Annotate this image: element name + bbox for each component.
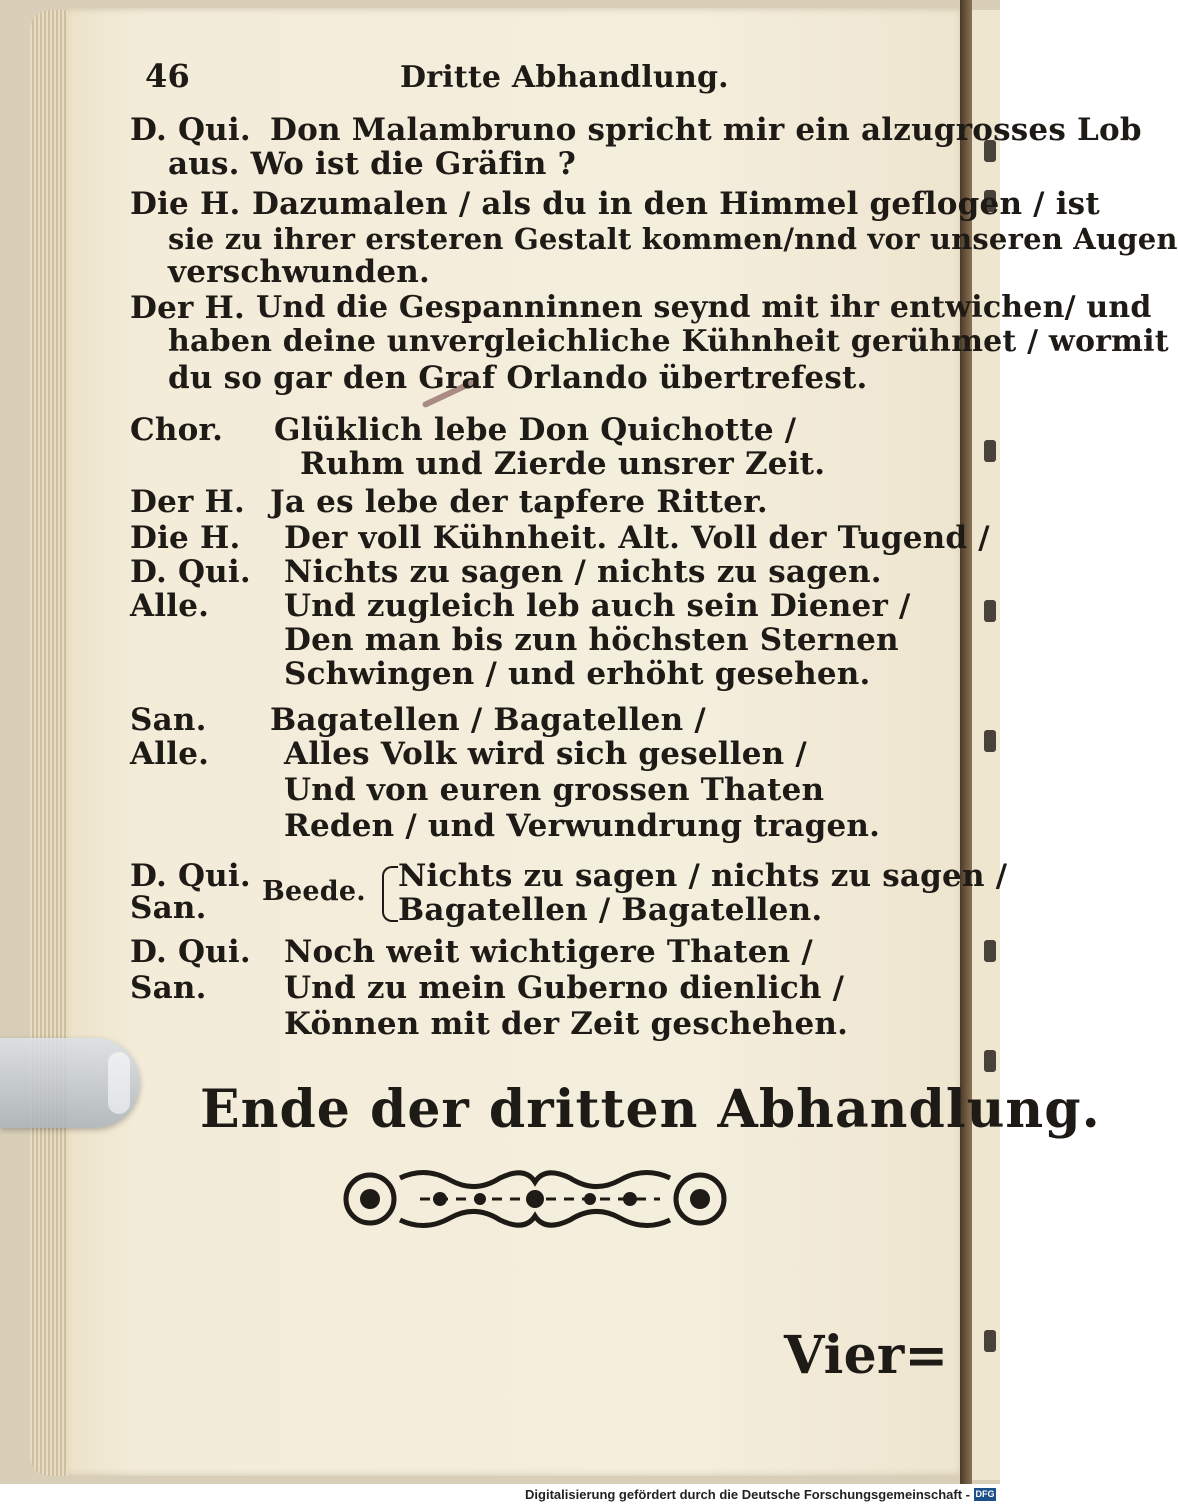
speaker-label: Der H. <box>130 484 246 520</box>
speaker-label: San. <box>130 970 207 1006</box>
speaker-label: San. <box>130 890 207 926</box>
speaker-label: D. Qui. <box>130 112 251 148</box>
speaker-label: Die H. <box>130 186 241 222</box>
verse-line: Schwingen / und erhöht gesehen. <box>284 656 871 692</box>
verse-line: Und zu mein Guberno dienlich / <box>284 970 845 1006</box>
verse-line: Ja es lebe der tapfere Ritter. <box>270 484 768 520</box>
verse-line: Und zugleich leb auch sein Diener / <box>284 588 911 624</box>
verse-line: du so gar den Graf Orlando übertrefest. <box>168 360 868 396</box>
verse-line: Reden / und Verwundrung tragen. <box>284 808 881 844</box>
speaker-label: D. Qui. <box>130 934 251 970</box>
verse-line: Der voll Kühnheit. Alt. Voll der Tugend / <box>284 520 990 556</box>
verse-line: Dazumalen / als du in den Himmel geflogen / ist <box>252 186 1100 222</box>
speaker-label: Der H. <box>130 290 246 326</box>
verse-line: verschwunden. <box>168 254 431 290</box>
speaker-label: Chor. <box>130 412 224 448</box>
speaker-label: San. <box>130 702 207 738</box>
verse-line: Bagatellen / Bagatellen / <box>270 702 706 738</box>
verse-line: Ruhm und Zierde unsrer Zeit. <box>300 446 826 482</box>
running-head: Dritte Abhandlung. <box>400 60 729 95</box>
speaker-label: D. Qui. <box>130 858 251 894</box>
verse-line: Und die Gespanninnen seynd mit ihr entwichen/ und <box>256 290 1152 325</box>
digitization-footer <box>0 1484 1000 1506</box>
closing-title: Ende der dritten Abhandlung. <box>200 1079 1101 1140</box>
verse-line: Glüklich lebe Don Quichotte / <box>274 412 797 448</box>
ornament-vignette <box>330 1166 740 1232</box>
footer-credit: Digitalisierung gefördert durch die Deutsche Forschungsgemeinschaft - <box>525 1487 970 1502</box>
speaker-label: Die H. <box>130 520 241 556</box>
verse-line: Bagatellen / Bagatellen. <box>398 892 823 928</box>
speaker-label: Alle. <box>130 736 210 772</box>
verse-line: Den man bis zun höchsten Sternen <box>284 622 899 658</box>
verse-line: Nichts zu sagen / nichts zu sagen. <box>284 554 882 590</box>
catchword: Vier= <box>784 1325 949 1386</box>
verse-line: Alles Volk wird sich gesellen / <box>284 736 807 772</box>
brace <box>382 866 398 922</box>
speaker-label: D. Qui. <box>130 554 251 590</box>
verse-line: Don Malambruno spricht mir ein alzugrosses Lob <box>270 112 1142 148</box>
verse-line: Nichts zu sagen / nichts zu sagen / <box>398 858 1008 894</box>
verse-line: Und von euren grossen Thaten <box>284 772 825 808</box>
dfg-logo: DFG <box>975 1489 995 1499</box>
verse-line: haben deine unvergleichliche Kühnheit gerühmet / wormit <box>168 324 1169 359</box>
verse-line: Können mit der Zeit geschehen. <box>284 1006 849 1042</box>
verse-line: sie zu ihrer ersteren Gestalt kommen/nnd vor unseren Augen <box>168 222 1178 256</box>
speaker-label: Alle. <box>130 588 210 624</box>
verse-line: aus. Wo ist die Gräfin ? <box>168 146 577 182</box>
beede-label: Beede. <box>262 876 366 907</box>
verse-line: Noch weit wichtigere Thaten / <box>284 934 813 970</box>
page-number: 46 <box>145 57 190 95</box>
